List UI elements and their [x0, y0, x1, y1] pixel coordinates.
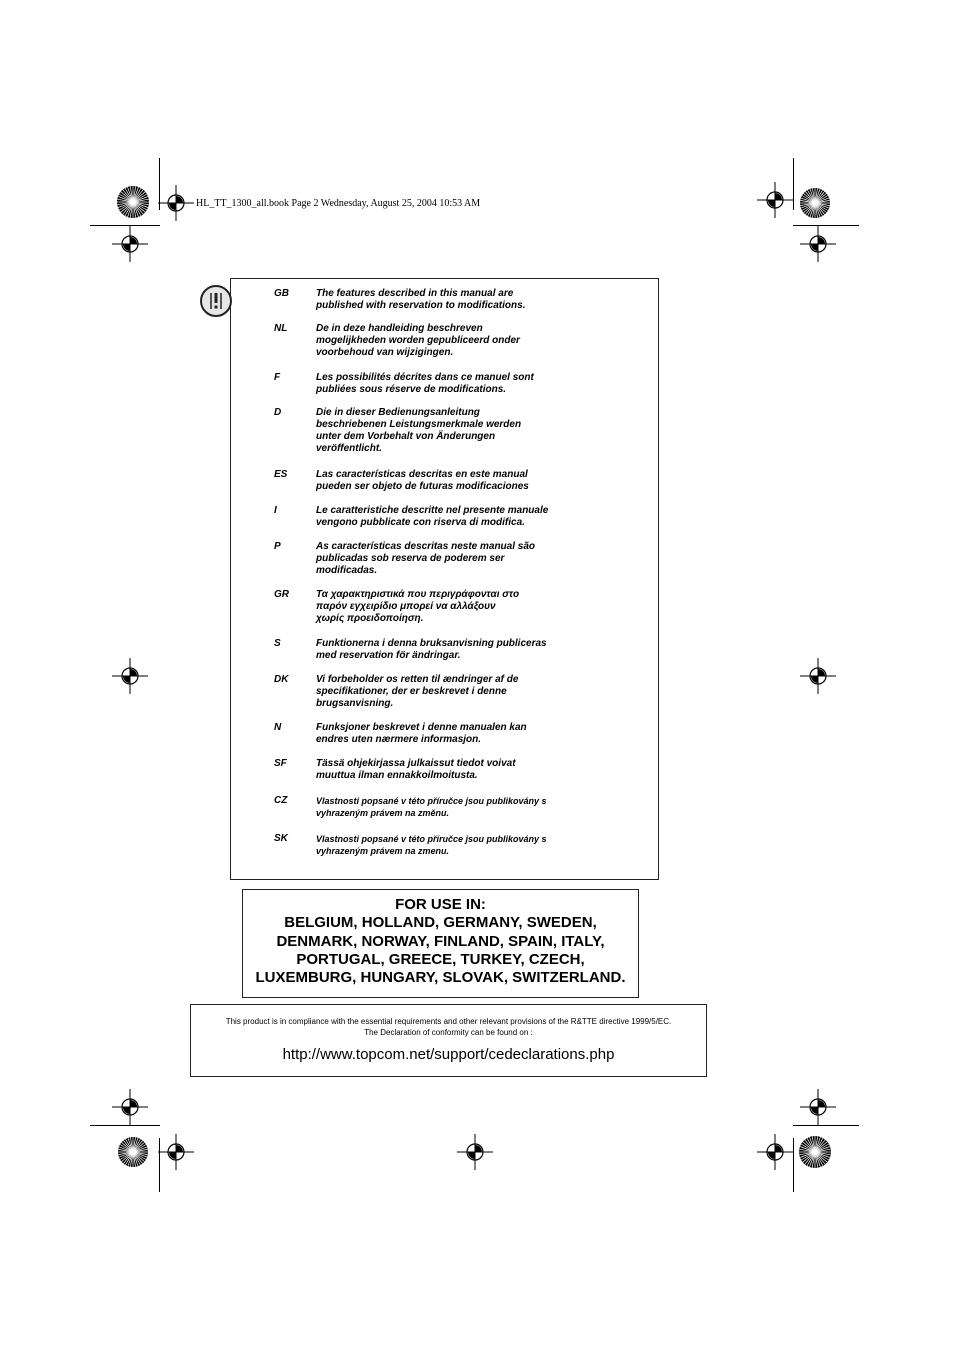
registration-crosshair-icon: [755, 1132, 795, 1172]
language-code: P: [274, 541, 281, 552]
language-code: ES: [274, 469, 288, 480]
book-header-line: HL_TT_1300_all.book Page 2 Wednesday, August 25, 2004 10:53 AM: [196, 198, 481, 209]
registration-crosshair-icon: [455, 1132, 495, 1172]
registration-starburst-icon: [798, 1135, 832, 1169]
language-code: DK: [274, 674, 289, 685]
warning-icon: [200, 285, 232, 317]
language-text: Vi forbeholder os retten til ændringer af de specifikationer, der er beskrevet i denne brugsanvisning.: [316, 674, 519, 709]
compliance-statement: This product is in compliance with the essential requirements and other relevant provisions of the R&TTE directive 1999/5/EC.: [225, 1017, 672, 1026]
registration-crosshair-icon: [110, 1087, 150, 1127]
language-code: I: [274, 505, 277, 516]
countries-line: PORTUGAL, GREECE, TURKEY, CZECH,: [296, 950, 585, 968]
language-code: NL: [274, 323, 288, 334]
language-text: De in deze handleiding beschreven mogelijkheden worden gepubliceerd onder voorbehoud van wijzigingen.: [316, 323, 520, 358]
registration-crosshair-icon: [156, 183, 196, 223]
countries-line: LUXEMBURG, HUNGARY, SLOVAK, SWITZERLAND.: [255, 969, 626, 987]
registration-crosshair-icon: [156, 1132, 196, 1172]
registration-crosshair-icon: [110, 656, 150, 696]
countries-box: [242, 889, 639, 998]
language-code: SF: [274, 758, 287, 769]
language-code: SK: [274, 833, 288, 844]
language-text: Funktionerna i denna bruksanvisning publiceras med reservation för ändringar.: [316, 638, 547, 661]
notice-frame: [230, 278, 659, 880]
language-text: Funksjoner beskrevet i denne manualen kan endres uten nærmere informasjon.: [316, 722, 527, 745]
language-text: Τα χαρακτηριστικά που περιγράφονται στο παρόν εγχειρίδιο μπορεί να αλλάξουν χωρίς προειδοποίηση.: [316, 589, 520, 624]
countries-line: DENMARK, NORWAY, FINLAND, SPAIN, ITALY,: [276, 932, 605, 950]
countries-line: BELGIUM, HOLLAND, GERMANY, SWEDEN,: [284, 914, 597, 932]
language-code: GR: [274, 589, 289, 600]
registration-crosshair-icon: [798, 1087, 838, 1127]
language-text: Les possibilités décrites dans ce manuel sont publiées sous réserve de modifications.: [316, 372, 534, 395]
language-text: Die in dieser Bedienungsanleitung beschriebenen Leistungsmerkmale werden unter dem Vorbehalt von Änderungen veröffentlicht.: [316, 407, 522, 454]
registration-starburst-icon: [799, 187, 831, 219]
language-text: Las características descritas en este manual pueden ser objeto de futuras modificaciones: [316, 469, 529, 492]
registration-starburst-icon: [116, 185, 150, 219]
language-text: Vlastnosti popsané v této příručce jsou publikovány s vyhrazeným právem na zmenu.: [316, 834, 547, 856]
language-text: Vlastnosti popsané v této příručce jsou publikovány s vyhrazeným právem na změnu.: [316, 796, 547, 818]
declaration-url: http://www.topcom.net/support/cedeclarations.php: [282, 1046, 615, 1063]
declaration-note: The Declaration of conformity can be found on :: [364, 1028, 533, 1037]
registration-starburst-icon: [117, 1136, 149, 1168]
language-text: Tässä ohjekirjassa julkaissut tiedot voivat muuttua ilman ennakkoilmoitusta.: [316, 758, 516, 781]
countries-heading: FOR USE IN:: [395, 896, 486, 913]
language-code: N: [274, 722, 282, 733]
language-code: GB: [274, 288, 289, 299]
registration-crosshair-icon: [798, 656, 838, 696]
compliance-box: [190, 1004, 707, 1077]
language-text: Le caratteristiche descritte nel presente manuale vengono pubblicate con riserva di modifica.: [316, 505, 549, 528]
registration-crosshair-icon: [110, 224, 150, 264]
language-text: As características descritas neste manual são publicadas sob reserva de poderem ser modificadas.: [316, 541, 536, 576]
language-text: The features described in this manual are published with reservation to modifications.: [316, 288, 526, 311]
language-code: F: [274, 372, 281, 383]
registration-crosshair-icon: [755, 180, 795, 220]
language-code: D: [274, 407, 282, 418]
language-code: CZ: [274, 795, 288, 806]
language-code: S: [274, 638, 281, 649]
registration-crosshair-icon: [798, 224, 838, 264]
